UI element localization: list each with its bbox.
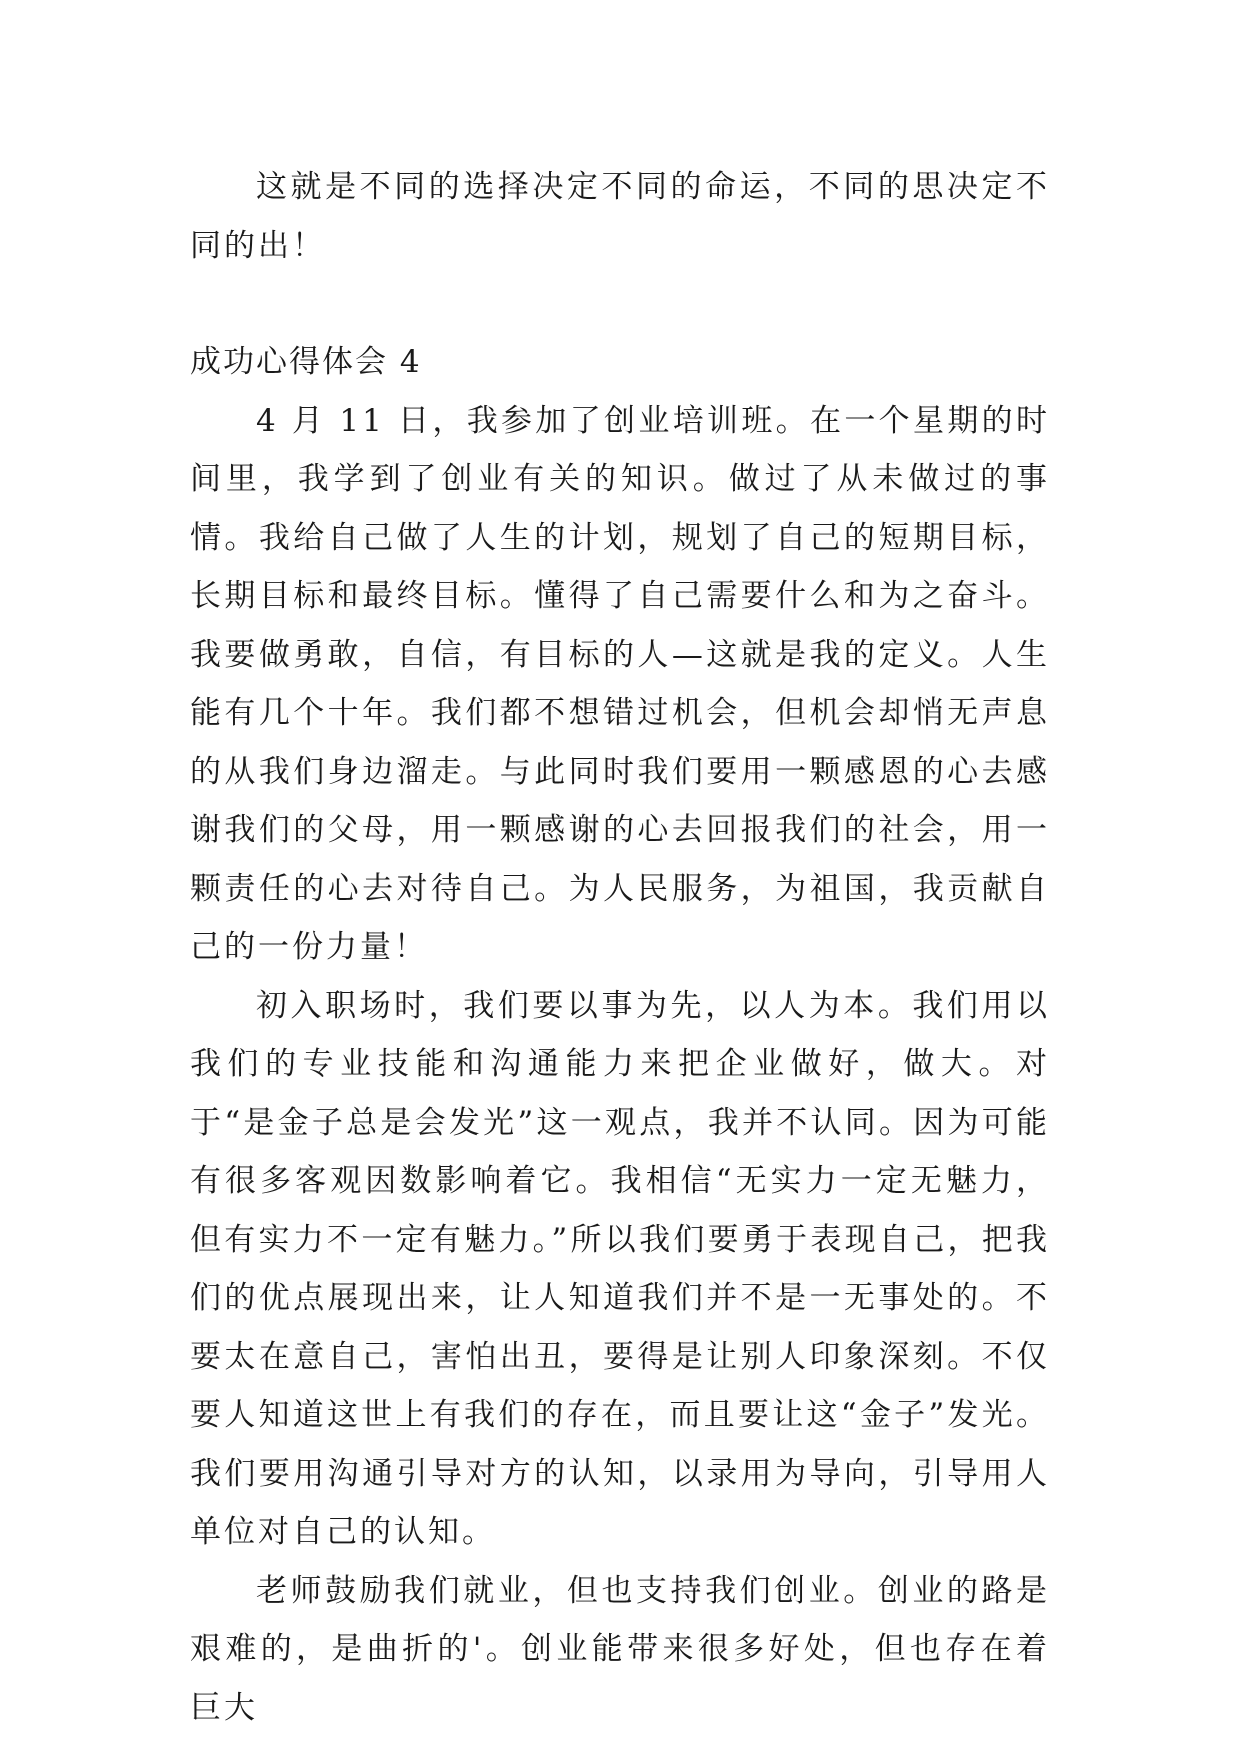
paragraph-2: 初入职场时，我们要以事为先，以人为本。我们用以我们的专业技能和沟通能力来把企业做好，做大。对于“是金子总是会发光”这一观点，我并不认同。因为可能有很多客观因数影响着它。我相信“无实力一定无魅力，但有实力不一定有魅力。”所以我们要勇于表现自己，把我们的优点展现出来，让人知道我们并不是一无事处的。不要太在意自己，害怕出丑，要得是让别人印象深刻。不仅要人知道这世上有我们的存在，而且要让这“金子”发光。我们要用沟通引导对方的认知，以录用为导向，引导用人单位对自己的认知。 bbox=[190, 987, 1050, 1550]
paragraph-1: 4 月 11 日，我参加了创业培训班。在一个星期的时间里，我学到了创业有关的知识。做过了从未做过的事情。我给自己做了人生的计划，规划了自己的短期目标，长期目标和最终目标。懂得了自己需要什么和为之奋斗。我要做勇敢，自信，有目标的人—这就是我的定义。人生能有几个十年。我们都不想错过机会，但机会却悄无声息的从我们身边溜走。与此同时我们要用一颗感恩的心去感谢我们的父母，用一颗感谢的心去回报我们的社会，用一颗责任的心去对待自己。为人民服务，为祖国，我贡献自己的一份力量！ bbox=[190, 402, 1050, 965]
document-body bbox=[190, 158, 1050, 1737]
paragraph-intro: 这就是不同的选择决定不同的命运，不同的思决定不同的出！ bbox=[190, 169, 1050, 264]
section-heading: 成功心得体会 4 bbox=[190, 344, 422, 380]
paragraph-3: 老师鼓励我们就业，但也支持我们创业。创业的路是艰难的，是曲折的'。创业能带来很多好处，但也存在着巨大 bbox=[190, 1572, 1050, 1726]
